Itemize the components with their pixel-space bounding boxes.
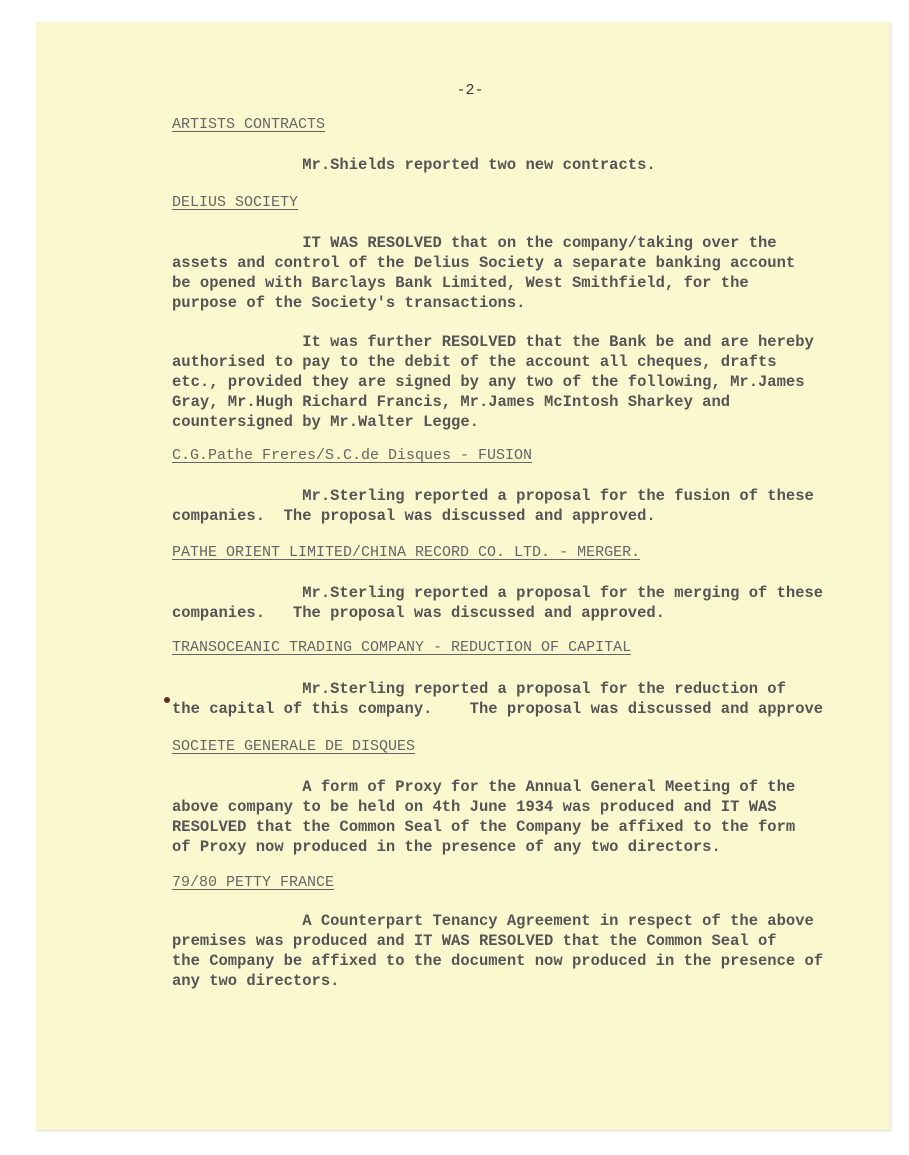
section-heading-petty-france: 79/80 PETTY FRANCE xyxy=(172,874,335,891)
section-heading-artists-contracts: ARTISTS CONTRACTS xyxy=(172,116,326,133)
section-heading-societe-generale: SOCIETE GENERALE DE DISQUES xyxy=(172,738,416,755)
paragraph-petty-france: A Counterpart Tenancy Agreement in respect of the above premises was produced and IT WAS RESOLVED that the Common Seal of the Company be affixed to the document now produced in the presence of any two directors. xyxy=(172,912,824,990)
section-heading-transoceanic-reduction: TRANSOCEANIC TRADING COMPANY - REDUCTION OF CAPITAL xyxy=(172,639,632,656)
paragraph-societe-generale: A form of Proxy for the Annual General Meeting of the above company to be held on 4th June 1934 was produced and IT WAS RESOLVED that the Common Seal of the Company be affixed to the form of Proxy now produced in the presence of any two directors. xyxy=(172,778,796,856)
section-heading-delius-society: DELIUS SOCIETY xyxy=(172,194,299,211)
section-heading-pathe-orient-merger: PATHE ORIENT LIMITED/CHINA RECORD CO. LTD. - MERGER. xyxy=(172,544,641,561)
section-heading-pathe-freres-fusion: C.G.Pathe Freres/S.C.de Disques - FUSION xyxy=(172,447,533,464)
paragraph-pathe-freres-fusion: Mr.Sterling reported a proposal for the fusion of these companies. The proposal was discussed and approved. xyxy=(172,487,814,525)
page-number: -2- xyxy=(456,82,484,99)
paragraph-delius-society-2: It was further RESOLVED that the Bank be and are hereby authorised to pay to the debit of the account all cheques, drafts etc., provided they are signed by any two of the following, Mr.James Gray, Mr.Hugh Richard Francis, Mr.James McIntosh Sharkey and countersigned by Mr.Walter Legge. xyxy=(172,333,814,431)
ink-blot xyxy=(164,697,170,703)
paragraph-pathe-orient-merger: Mr.Sterling reported a proposal for the merging of these companies. The proposal was discussed and approved. xyxy=(172,584,824,622)
paragraph-artists-contracts: Mr.Shields reported two new contracts. xyxy=(172,156,656,174)
paragraph-delius-society-1: IT WAS RESOLVED that on the company/taking over the assets and control of the Delius Society a separate banking account be opened with Barclays Bank Limited, West Smithfield, for the purpose of the Society's transactions. xyxy=(172,234,796,312)
paragraph-transoceanic-reduction: Mr.Sterling reported a proposal for the reduction of the capital of this company. The proposal was discussed and approve xyxy=(172,680,824,718)
